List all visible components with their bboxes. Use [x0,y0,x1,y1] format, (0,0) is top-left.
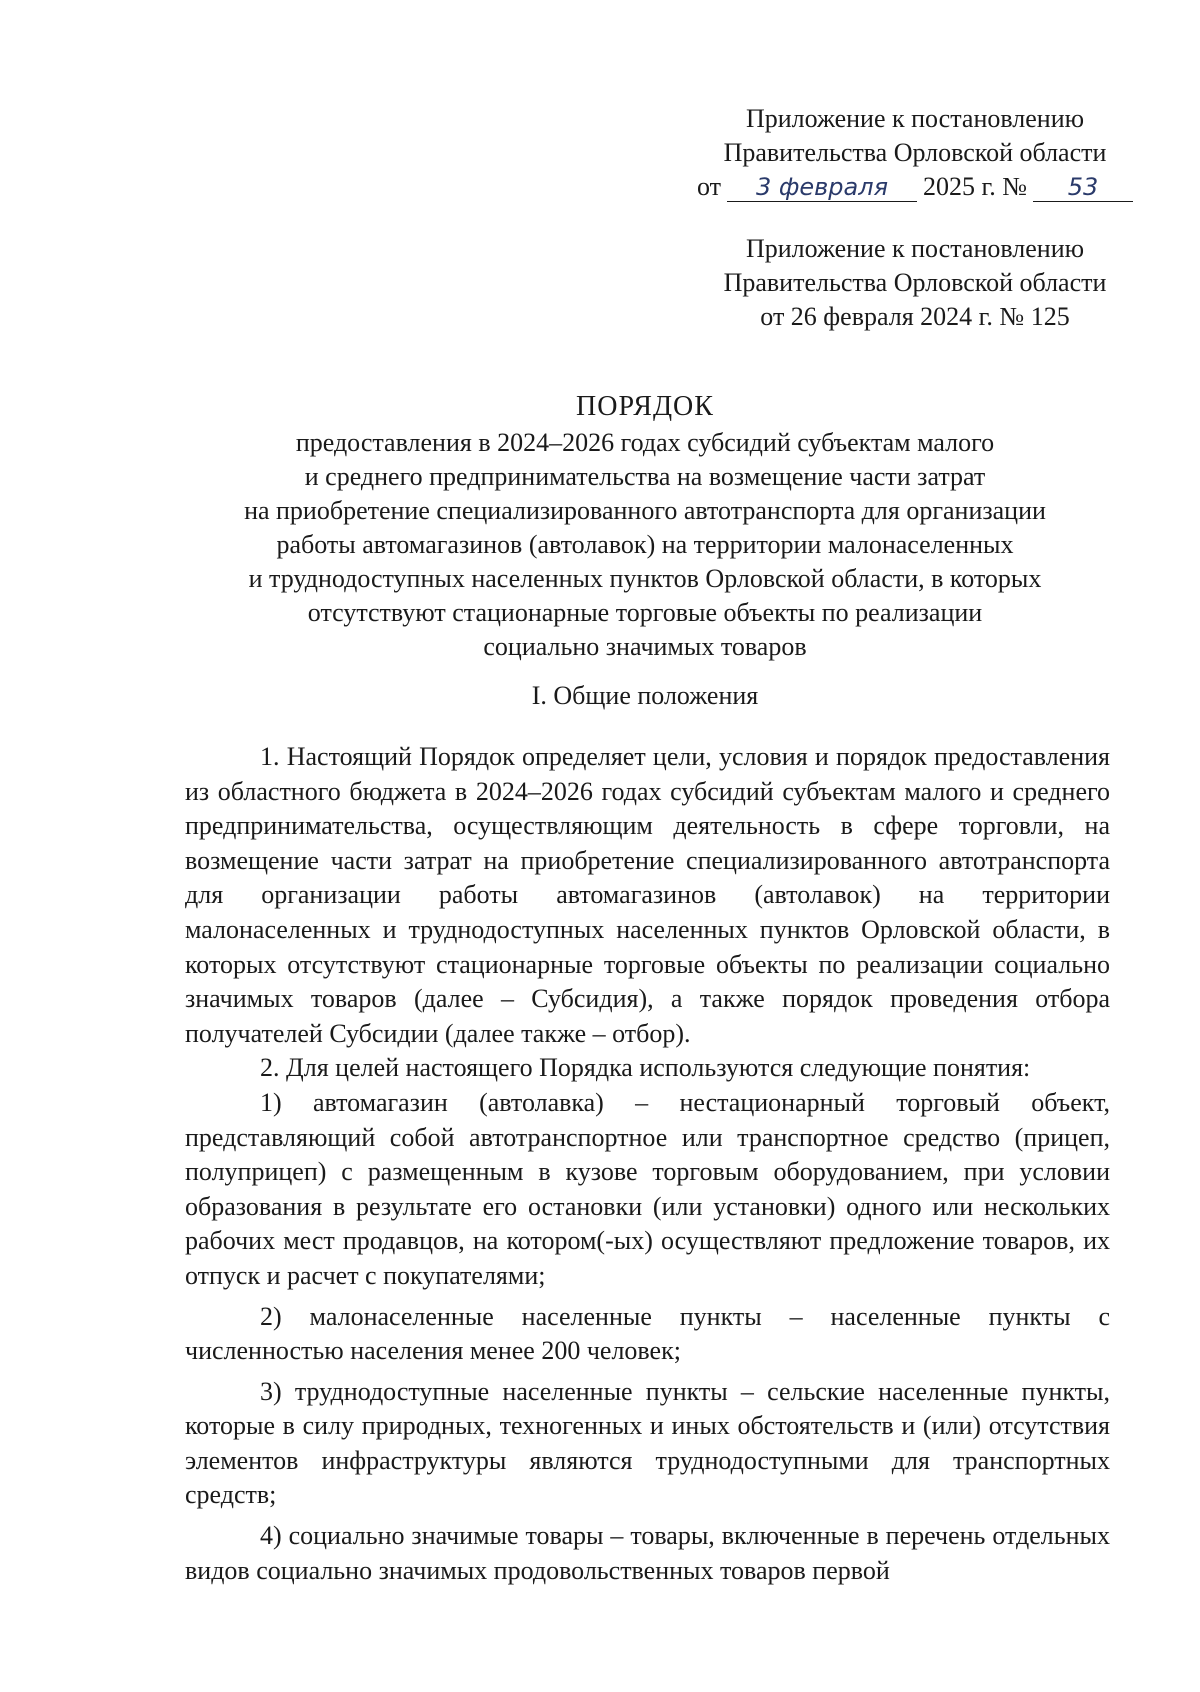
handwritten-date: 3 февраля [727,173,917,202]
paragraph-1: 1. Настоящий Порядок определяет цели, условия и порядок предоставления из областного бюджета в 2024–2026 годах субсидий субъектам малого и среднего предпринимательства, осуществляющим деятельность в сфере торговли, на возмещение части затрат на приобретение специализированного автотранспорта для организации работы автомагазинов (автолавок) на территории малонаселенных и труднодоступных населенных пунктов Орловской области, в которых отсутствуют стационарные торговые объекты по реализации социально значимых товаров (далее – Субсидия), а также порядок проведения отбора получателей Субсидии (далее также – отбор). [185,742,1110,1048]
title-main: ПОРЯДОК [576,391,714,422]
title-line: и среднего предпринимательства на возмещение части затрат [304,462,986,491]
title-line: на приобретение специализированного автотранспорта для организации [244,496,1046,525]
document-body [185,740,1110,1588]
paragraph-2-item-4: 4) социально значимые товары – товары, включенные в перечень отдельных видов социально значимых продовольственных товаров первой [185,1521,1110,1585]
title-line: предоставления в 2024–2026 годах субсидий субъектам малого [295,428,995,457]
paragraph-2-item-3: 3) труднодоступные населенные пункты – сельские населенные пункты, которые в силу природных, техногенных и иных обстоятельств и (или) отсутствия элементов инфраструктуры являются труднодоступными для транспортных средств; [185,1376,1110,1510]
handwritten-number: 53 [1033,173,1133,202]
appendix-old-header [655,232,1175,334]
date-prefix: от [696,172,721,201]
appendix-new-date-line [655,170,1175,204]
paragraph-2-item-1: 1) автомагазин (автолавка) – нестационарный торговый объект, представляющий собой автотранспортное или транспортное средство (прицеп, полуприцеп) с размещенным в кузове торговым оборудованием, при условии образования в результате его остановки (или установки) одного или нескольких рабочих мест продавцов, на котором(-ых) осуществляют предложение товаров, их отпуск и расчет с покупателями; [185,1087,1110,1290]
document-title [170,390,1120,664]
section-heading: I. Общие положения [531,681,759,710]
paragraph-2: 2. Для целей настоящего Порядка используются следующие понятия: [260,1053,1031,1083]
appendix-new-line1: Приложение к постановлению [745,104,1085,133]
appendix-old-line1: Приложение к постановлению [745,234,1085,263]
appendix-new-header [655,102,1175,204]
title-line: и труднодоступных населенных пунктов Орловской области, в которых [248,564,1042,593]
title-line: отсутствуют стационарные торговые объекты по реализации [307,598,983,627]
title-line: социально значимых товаров [483,632,807,661]
date-year: 2025 г. № [922,172,1028,201]
appendix-new-line2: Правительства Орловской области [723,138,1107,167]
appendix-old-line2: Правительства Орловской области [723,268,1107,297]
appendix-old-line3: от 26 февраля 2024 г. № 125 [760,302,1070,331]
title-line: работы автомагазинов (автолавок) на территории малонаселенных [276,530,1014,559]
paragraph-2-item-2: 2) малонаселенные населенные пункты – населенные пункты с численностью населения менее 200 человек; [185,1301,1110,1366]
